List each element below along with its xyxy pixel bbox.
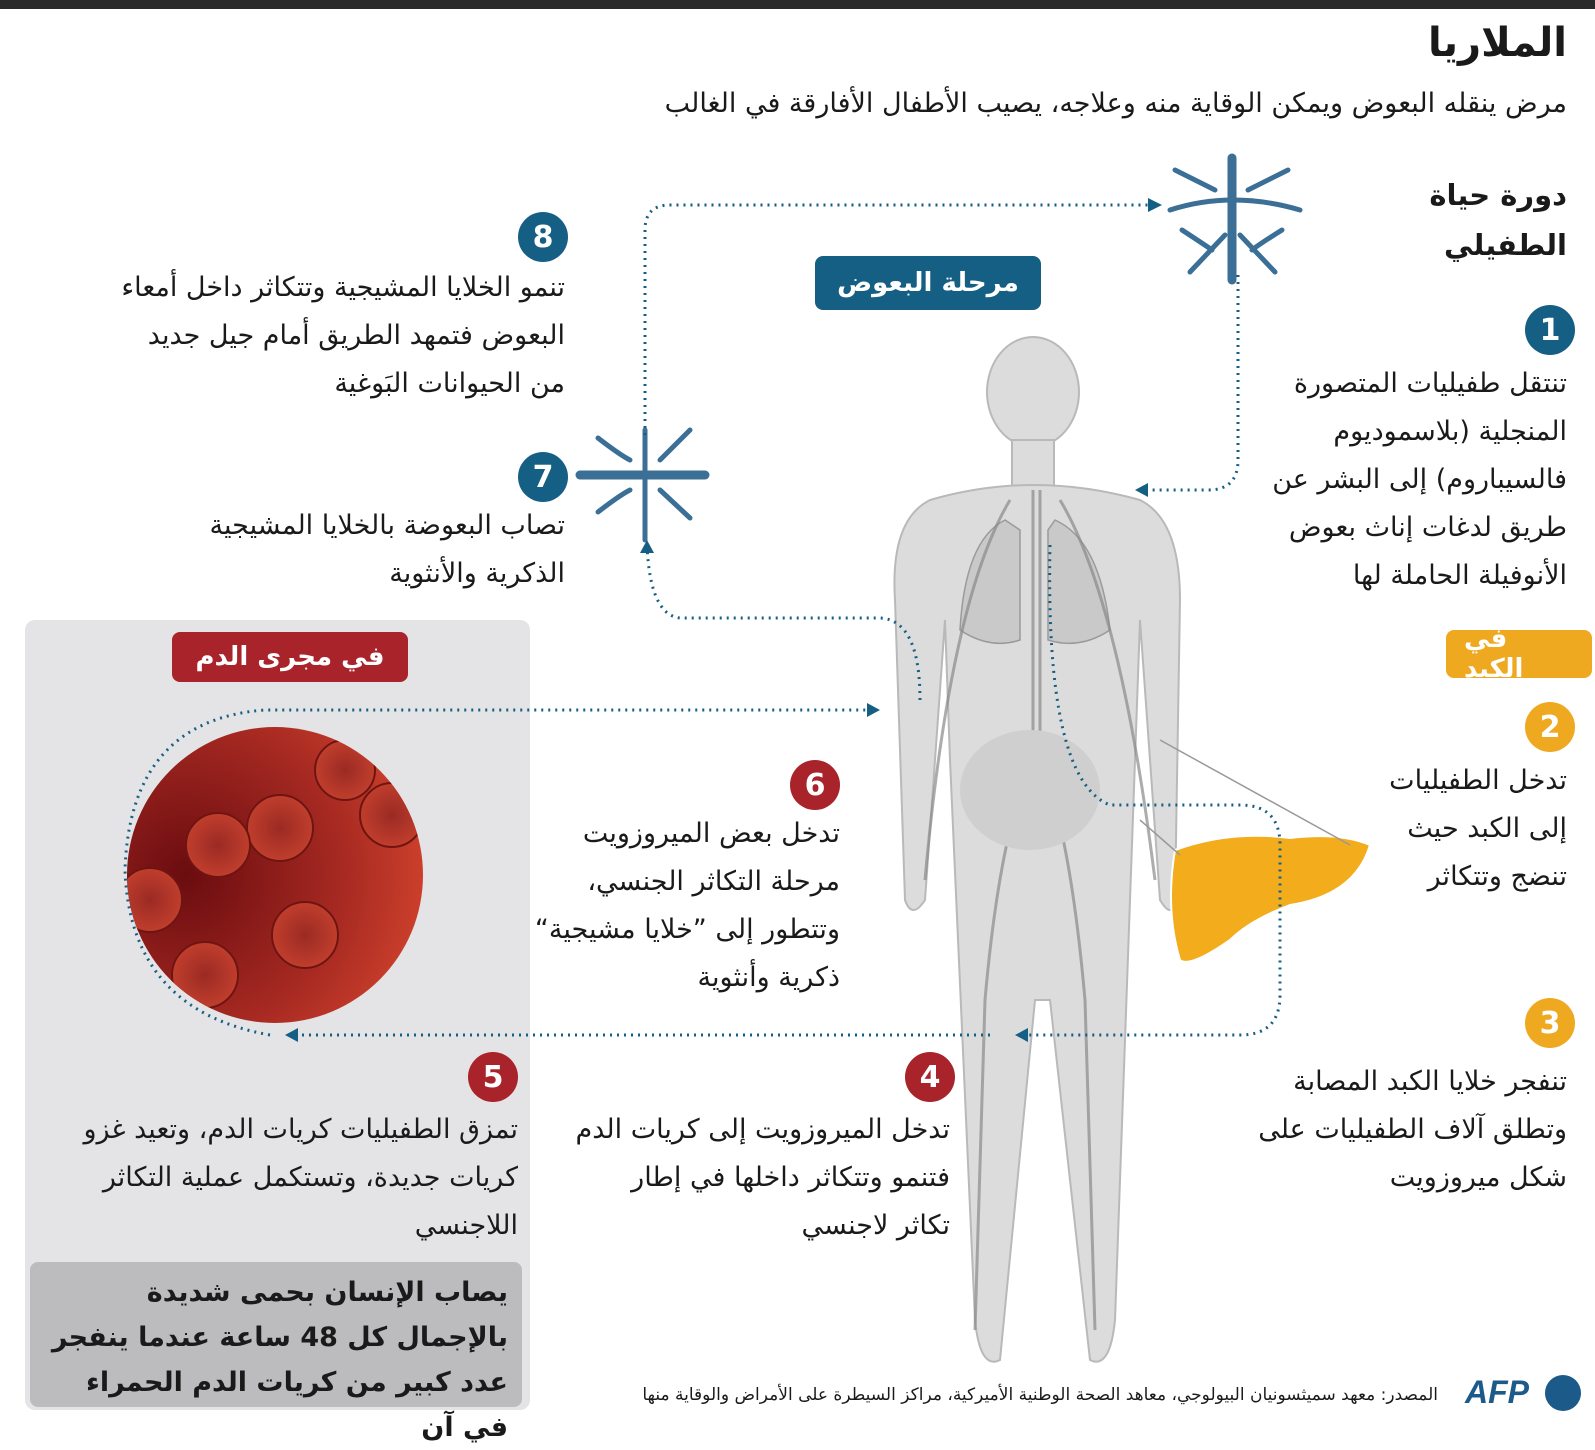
step-number-8: 8 <box>518 212 568 262</box>
page-subtitle: مرض ينقله البعوض ويمكن الوقاية منه وعلاجه، يصيب الأطفال الأفارقة في الغالب <box>664 88 1567 119</box>
mosquito-stage-label: مرحلة البعوض <box>815 256 1041 310</box>
source-credit: المصدر: معهد سميثسونيان البيولوجي، معاهد الصحة الوطنية الأميركية، مراكز السيطرة على الأمراض والوقاية منها <box>642 1385 1438 1405</box>
step-text-2: تدخل الطفيليات إلى الكبد حيث تنضج وتتكاثر <box>1389 765 1567 892</box>
afp-logo: AFP <box>1465 1374 1529 1410</box>
step-number-6: 6 <box>790 760 840 810</box>
mosquito-icon-top <box>1170 158 1300 280</box>
step-number-5: 5 <box>468 1052 518 1102</box>
cycle-title: دورة حياة الطفيلي <box>1429 178 1567 262</box>
fever-note-box <box>30 1262 522 1443</box>
step-number-2: 2 <box>1525 702 1575 752</box>
step-text-8: تنمو الخلايا المشيجية وتتكاثر داخل أمعاء البعوض فتمهد الطريق أمام جيل جديد من الحيوانات البَوغية <box>121 272 565 399</box>
liver-label: في الكبد <box>1446 630 1592 678</box>
step-number-7: 7 <box>518 452 568 502</box>
step-text-1: تنتقل طفيليات المتصورة المنجلية (بلاسموديوم فالسيباروم) إلى البشر عن طريق لدغات إناث بعوض الأنوفيلة الحاملة لها <box>1272 368 1567 591</box>
step-text-7: تصاب البعوضة بالخلايا المشيجية الذكرية والأنثوية <box>209 510 565 589</box>
abdomen-organs <box>960 730 1100 850</box>
mosquito-icon-left <box>580 430 705 540</box>
bloodstream-label: في مجرى الدم <box>172 632 408 682</box>
fever-note: يصاب الإنسان بحمى شديدة بالإجمال كل 48 ساعة عندما ينفجر عدد كبير من كريات الدم الحمراء في آن <box>51 1277 508 1443</box>
step-text-5: تمزق الطفيليات كريات الدم، وتعيد غزو كريات جديدة، وتستكمل عملية التكاثر اللاجنسي <box>83 1114 518 1241</box>
step-text-4: تدخل الميروزويت إلى كريات الدم فتنمو وتتكاثر داخلها في إطار تكاثر لاجنسي <box>575 1114 950 1241</box>
afp-logo-icon <box>1545 1375 1581 1411</box>
page-title: الملاريا <box>1428 20 1567 66</box>
step-number-4: 4 <box>905 1052 955 1102</box>
step-text-6: تدخل بعض الميروزويت مرحلة التكاثر الجنسي، وتتطور إلى ”خلايا مشيجية“ ذكرية وأنثوية <box>534 818 840 993</box>
liver-icon <box>1171 836 1370 962</box>
step-number-3: 3 <box>1525 998 1575 1048</box>
step-number-1: 1 <box>1525 305 1575 355</box>
step-text-3: تنفجر خلايا الكبد المصابة وتطلق آلاف الطفيليات على شكل ميروزويت <box>1258 1066 1567 1193</box>
blood-cells-illustration <box>118 727 424 1023</box>
